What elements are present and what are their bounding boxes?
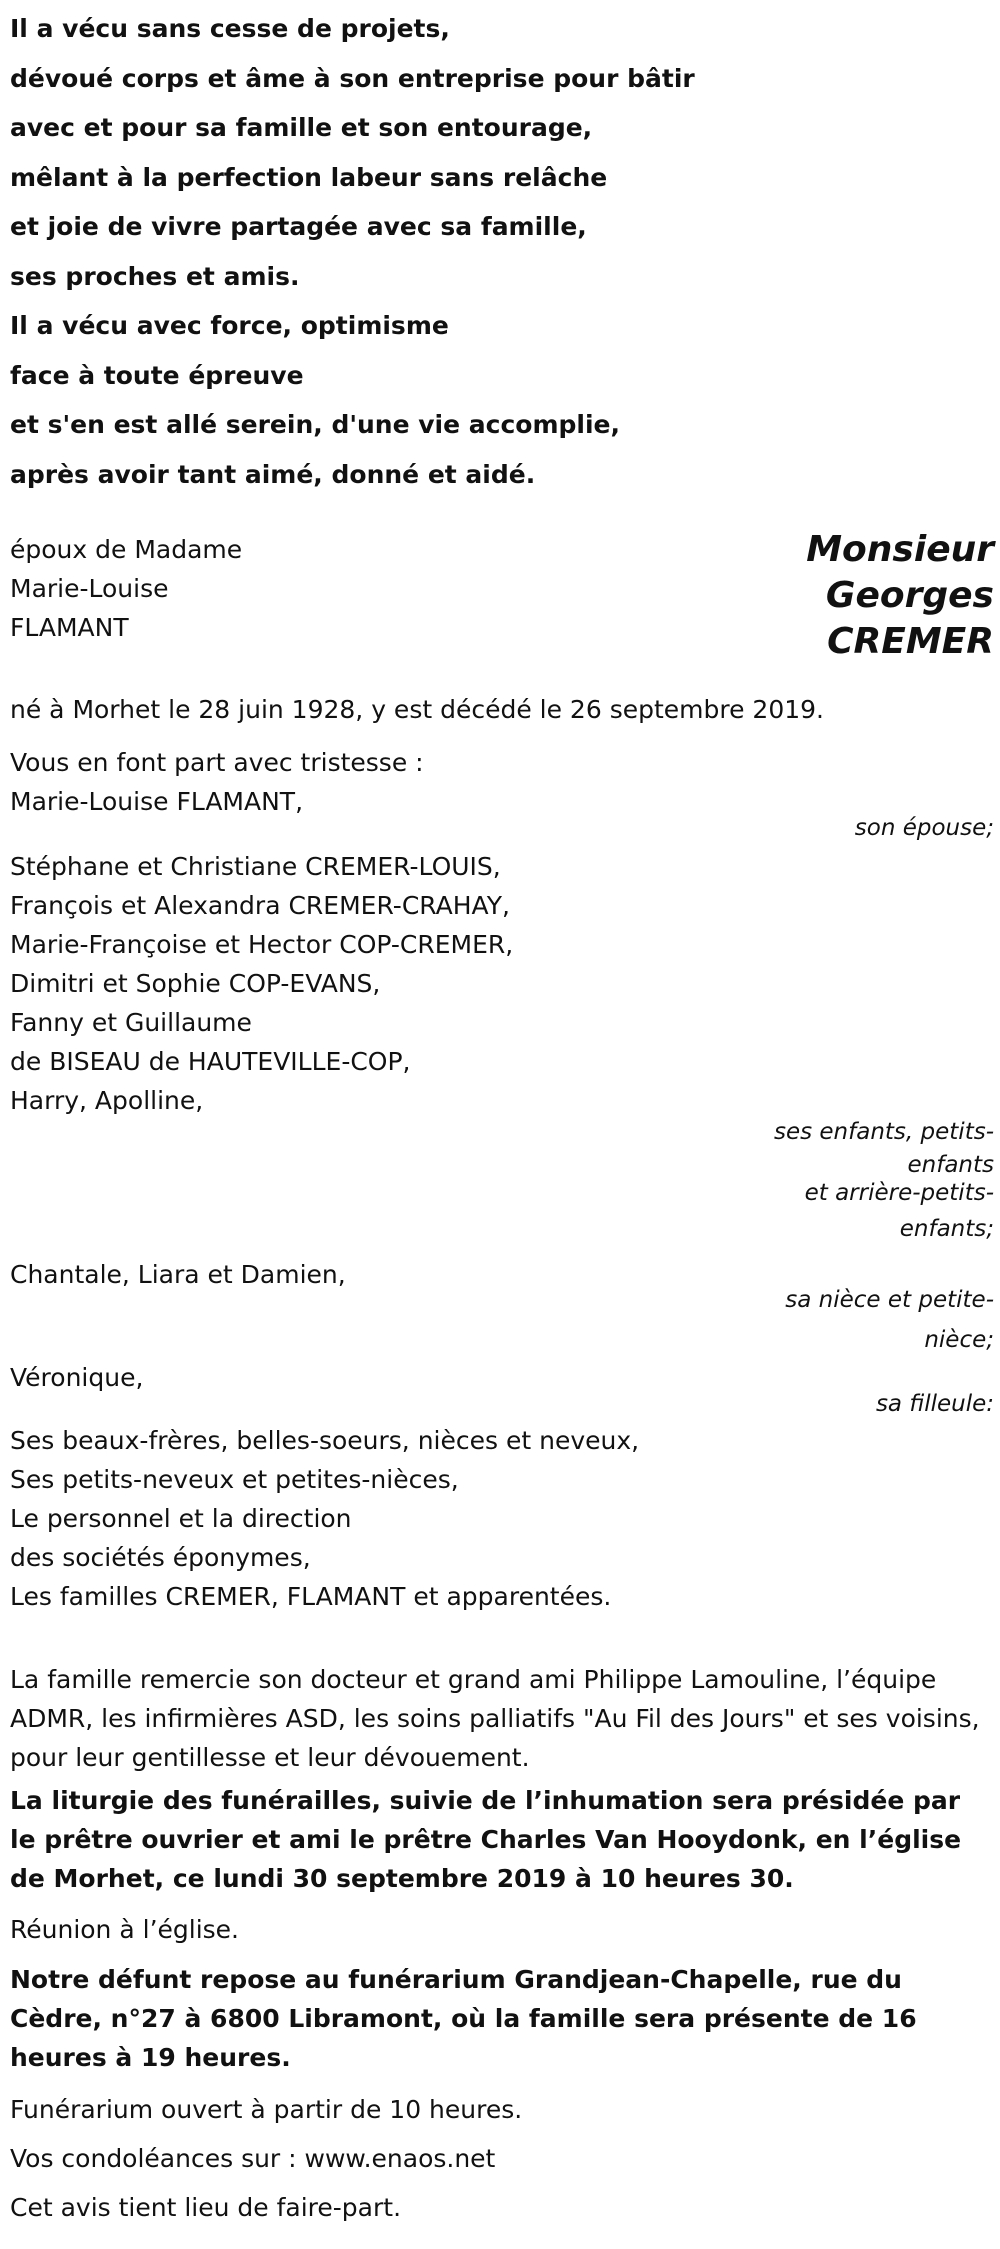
spouse-line: FLAMANT bbox=[10, 613, 129, 642]
family-member: François et Alexandra CREMER-CRAHAY, bbox=[10, 891, 510, 920]
deceased-name bbox=[806, 527, 994, 665]
goddaughter-role: sa filleule: bbox=[875, 1391, 994, 1417]
poem-line: et joie de vivre partagée avec sa famille, bbox=[10, 212, 587, 241]
other-relatives bbox=[10, 1421, 639, 1616]
opening-hours: Funérarium ouvert à partir de 10 heures. bbox=[10, 2095, 523, 2124]
intro-text: Vous en font part avec tristesse : bbox=[10, 748, 424, 777]
wife-name: Marie-Louise FLAMANT, bbox=[10, 787, 304, 816]
family-member: de BISEAU de HAUTEVILLE-COP, bbox=[10, 1047, 411, 1076]
children-role-line: enfants bbox=[907, 1152, 994, 1178]
relative-line: Ses beaux-frères, belles-soeurs, nièces et neveux, bbox=[10, 1426, 640, 1455]
poem-line: Il a vécu sans cesse de projets, bbox=[10, 14, 450, 43]
relative-line: des sociétés éponymes, bbox=[10, 1543, 311, 1572]
children-role-line: ses enfants, petits- bbox=[773, 1119, 994, 1145]
children-role-line: et arrière-petits- bbox=[804, 1180, 994, 1206]
deceased-last-name: CREMER bbox=[827, 621, 994, 662]
poem-line: face à toute épreuve bbox=[10, 360, 304, 390]
deceased-title: Monsieur bbox=[806, 529, 994, 570]
poem-line: et s'en est allé serein, d'une vie accomplie, bbox=[10, 410, 620, 439]
relative-line: Les familles CREMER, FLAMANT et apparentées. bbox=[10, 1582, 612, 1611]
children-role-line: enfants; bbox=[899, 1216, 994, 1242]
poem-line: après avoir tant aimé, donné et aidé. bbox=[10, 459, 536, 489]
goddaughter-name: Véronique, bbox=[10, 1363, 144, 1392]
niece-names: Chantale, Liara et Damien, bbox=[10, 1260, 346, 1289]
poem-line: ses proches et amis. bbox=[10, 261, 300, 291]
funeral-home-paragraph: Notre défunt repose au funérarium Grandjean-Chapelle, rue du Cèdre, n°27 à 6800 Libramont, où la famille sera présente de 16 heures à 19 heures. bbox=[10, 1965, 917, 2072]
family-member: Dimitri et Sophie COP-EVANS, bbox=[10, 969, 381, 998]
meeting-text: Réunion à l’église. bbox=[10, 1915, 240, 1944]
condolences-text: Vos condoléances sur : www.enaos.net bbox=[10, 2144, 496, 2173]
liturgy-paragraph: La liturgie des funérailles, suivie de l’inhumation sera présidée par le prêtre ouvrier et ami le prêtre Charles Van Hooydonk, en l’église de Morhet, ce lundi 30 septembre 2019 à 10 heures 30. bbox=[10, 1786, 962, 1893]
wife-role: son épouse; bbox=[854, 815, 994, 841]
relative-line: Ses petits-neveux et petites-nièces, bbox=[10, 1465, 459, 1494]
niece-role bbox=[785, 1280, 994, 1360]
niece-role-line: sa nièce et petite- bbox=[785, 1287, 994, 1313]
deceased-first-name: Georges bbox=[825, 575, 994, 616]
poem-line: avec et pour sa famille et son entourage, bbox=[10, 113, 593, 142]
notice-text: Cet avis tient lieu de faire-part. bbox=[10, 2193, 402, 2222]
poem-line: dévoué corps et âme à son entreprise pour bâtir bbox=[10, 63, 695, 93]
children-role bbox=[774, 1114, 994, 1251]
family-member: Fanny et Guillaume bbox=[10, 1008, 252, 1037]
niece-role-line: nièce; bbox=[924, 1327, 994, 1353]
children-list bbox=[10, 847, 513, 1120]
relative-line: Le personnel et la direction bbox=[10, 1504, 352, 1533]
spouse-line: époux de Madame bbox=[10, 535, 243, 564]
poem-line: Il a vécu avec force, optimisme bbox=[10, 311, 449, 340]
spouse-block bbox=[10, 530, 242, 647]
thanks-paragraph: La famille remercie son docteur et grand ami Philippe Lamouline, l’équipe ADMR, les infirmières ASD, les soins palliatifs "Au Fil des Jours" et ses voisins, pour leur gentillesse et leur dévouement. bbox=[10, 1665, 980, 1772]
family-member: Harry, Apolline, bbox=[10, 1086, 204, 1115]
tribute-poem bbox=[10, 4, 695, 499]
family-member: Stéphane et Christiane CREMER-LOUIS, bbox=[10, 852, 501, 881]
poem-line: mêlant à la perfection labeur sans relâche bbox=[10, 162, 608, 192]
family-member: Marie-Françoise et Hector COP-CREMER, bbox=[10, 930, 514, 959]
spouse-line: Marie-Louise bbox=[10, 574, 169, 603]
birth-death: né à Morhet le 28 juin 1928, y est décédé le 26 septembre 2019. bbox=[10, 695, 825, 724]
